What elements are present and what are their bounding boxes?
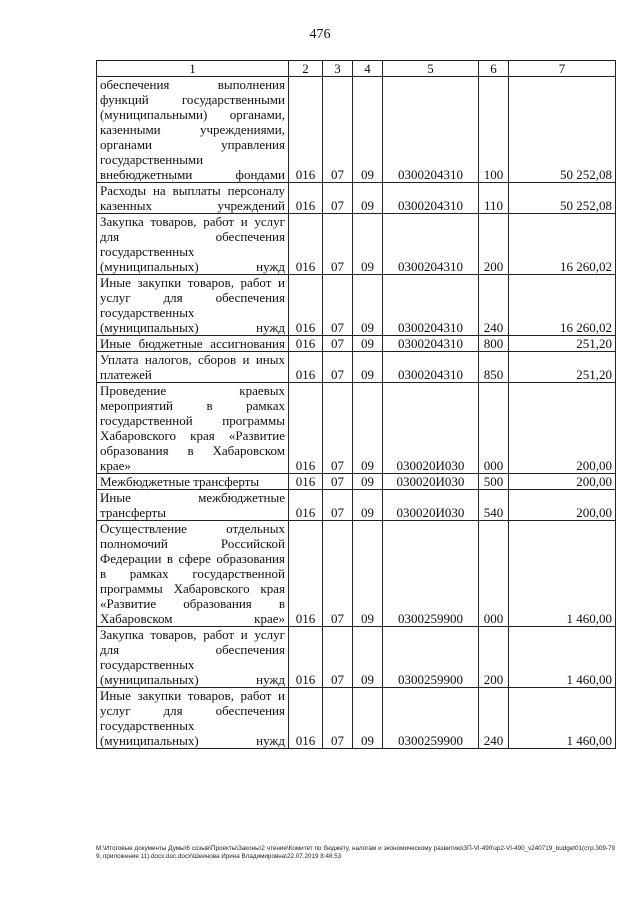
cell-amount: 1 460,00 xyxy=(509,627,616,688)
cell-subsection: 09 xyxy=(353,474,383,490)
cell-ministry-code: 016 xyxy=(289,214,323,275)
cell-amount: 200,00 xyxy=(509,474,616,490)
cell-ministry-code: 016 xyxy=(289,336,323,352)
cell-amount: 1 460,00 xyxy=(509,688,616,749)
cell-expense-type: 540 xyxy=(479,490,509,521)
cell-subsection: 09 xyxy=(353,352,383,383)
cell-section: 07 xyxy=(323,77,353,183)
cell-expense-type: 800 xyxy=(479,336,509,352)
cell-description: Иные межбюджетные трансферты xyxy=(97,490,289,521)
cell-ministry-code: 016 xyxy=(289,521,323,627)
cell-ministry-code: 016 xyxy=(289,183,323,214)
cell-subsection: 09 xyxy=(353,183,383,214)
column-header: 6 xyxy=(479,61,509,77)
table-header-row xyxy=(97,61,616,77)
cell-subsection: 09 xyxy=(353,77,383,183)
cell-subsection: 09 xyxy=(353,688,383,749)
cell-target-article: 0300204310 xyxy=(383,336,479,352)
table-row xyxy=(97,627,616,688)
cell-amount: 50 252,08 xyxy=(509,183,616,214)
table-row xyxy=(97,275,616,336)
cell-description: Межбюджетные трансферты xyxy=(97,474,289,490)
cell-expense-type: 500 xyxy=(479,474,509,490)
cell-section: 07 xyxy=(323,688,353,749)
cell-amount: 200,00 xyxy=(509,383,616,474)
column-header: 7 xyxy=(509,61,616,77)
cell-ministry-code: 016 xyxy=(289,490,323,521)
cell-amount: 50 252,08 xyxy=(509,77,616,183)
cell-ministry-code: 016 xyxy=(289,627,323,688)
cell-description: Уплата налогов, сборов и иных платежей xyxy=(97,352,289,383)
cell-target-article: 0300204310 xyxy=(383,183,479,214)
cell-ministry-code: 016 xyxy=(289,275,323,336)
cell-amount: 16 260,02 xyxy=(509,275,616,336)
cell-expense-type: 850 xyxy=(479,352,509,383)
cell-section: 07 xyxy=(323,521,353,627)
cell-target-article: 0300204310 xyxy=(383,77,479,183)
cell-description: Закупка товаров, работ и услуг для обеспечения государственных (муниципальных) нужд xyxy=(97,214,289,275)
cell-target-article: 030020И030 xyxy=(383,383,479,474)
cell-amount: 200,00 xyxy=(509,490,616,521)
table-row xyxy=(97,383,616,474)
cell-subsection: 09 xyxy=(353,627,383,688)
cell-ministry-code: 016 xyxy=(289,383,323,474)
cell-target-article: 0300259900 xyxy=(383,521,479,627)
cell-target-article: 0300259900 xyxy=(383,627,479,688)
cell-description: Проведение краевых мероприятий в рамках государственной программы Хабаровского края «Развитие образования в Хабаровском крае» xyxy=(97,383,289,474)
cell-target-article: 0300204310 xyxy=(383,352,479,383)
cell-amount: 251,20 xyxy=(509,336,616,352)
cell-subsection: 09 xyxy=(353,336,383,352)
cell-expense-type: 200 xyxy=(479,214,509,275)
column-header: 3 xyxy=(323,61,353,77)
cell-expense-type: 110 xyxy=(479,183,509,214)
cell-ministry-code: 016 xyxy=(289,77,323,183)
column-header: 4 xyxy=(353,61,383,77)
cell-ministry-code: 016 xyxy=(289,474,323,490)
cell-expense-type: 000 xyxy=(479,383,509,474)
cell-subsection: 09 xyxy=(353,214,383,275)
cell-amount: 251,20 xyxy=(509,352,616,383)
table-row xyxy=(97,474,616,490)
table-body xyxy=(97,77,616,749)
cell-ministry-code: 016 xyxy=(289,688,323,749)
cell-expense-type: 100 xyxy=(479,77,509,183)
cell-expense-type: 240 xyxy=(479,688,509,749)
table-row xyxy=(97,183,616,214)
cell-target-article: 0300259900 xyxy=(383,688,479,749)
cell-section: 07 xyxy=(323,214,353,275)
cell-description: обеспечения выполнения функций государственными (муниципальными) органами, казенными учреждениями, органами управления государственными внебюджетными фондами xyxy=(97,77,289,183)
cell-ministry-code: 016 xyxy=(289,352,323,383)
cell-section: 07 xyxy=(323,383,353,474)
table-row xyxy=(97,490,616,521)
cell-subsection: 09 xyxy=(353,490,383,521)
cell-section: 07 xyxy=(323,183,353,214)
column-header: 1 xyxy=(97,61,289,77)
cell-expense-type: 000 xyxy=(479,521,509,627)
cell-section: 07 xyxy=(323,352,353,383)
cell-description: Осуществление отдельных полномочий Российской Федерации в сфере образования в рамках государственной программы Хабаровского края «Развитие образования в Хабаровском крае» xyxy=(97,521,289,627)
table-row xyxy=(97,77,616,183)
table-row xyxy=(97,336,616,352)
cell-description: Иные закупки товаров, работ и услуг для обеспечения государственных (муниципальных) нужд xyxy=(97,275,289,336)
cell-target-article: 030020И030 xyxy=(383,474,479,490)
cell-amount: 16 260,02 xyxy=(509,214,616,275)
column-header: 2 xyxy=(289,61,323,77)
cell-expense-type: 200 xyxy=(479,627,509,688)
cell-subsection: 09 xyxy=(353,383,383,474)
cell-section: 07 xyxy=(323,275,353,336)
cell-subsection: 09 xyxy=(353,521,383,627)
budget-table xyxy=(96,60,616,749)
cell-section: 07 xyxy=(323,490,353,521)
table-row xyxy=(97,352,616,383)
cell-target-article: 030020И030 xyxy=(383,490,479,521)
cell-subsection: 09 xyxy=(353,275,383,336)
column-header: 5 xyxy=(383,61,479,77)
table-row xyxy=(97,214,616,275)
cell-section: 07 xyxy=(323,627,353,688)
cell-target-article: 0300204310 xyxy=(383,214,479,275)
cell-section: 07 xyxy=(323,474,353,490)
table-row xyxy=(97,688,616,749)
cell-section: 07 xyxy=(323,336,353,352)
cell-expense-type: 240 xyxy=(479,275,509,336)
cell-description: Иные бюджетные ассигнования xyxy=(97,336,289,352)
cell-amount: 1 460,00 xyxy=(509,521,616,627)
file-path-footer: M:\Итоговые документы Думы\6 созыв\Проекты\Законы\2 чтение\Комитет по бюджету, налогам и экономическому развитию\ЗП-VI-490\зр2-VI-490_v240719_budget01(стр.309-799, приложение 11).docx.doc.docx\Шеинова Ирина Владимировна\22.07.2019 8:48:53 xyxy=(96,845,615,860)
cell-target-article: 0300204310 xyxy=(383,275,479,336)
cell-description: Иные закупки товаров, работ и услуг для обеспечения государственных (муниципальных) нужд xyxy=(97,688,289,749)
cell-description: Расходы на выплаты персоналу казенных учреждений xyxy=(97,183,289,214)
cell-description: Закупка товаров, работ и услуг для обеспечения государственных (муниципальных) нужд xyxy=(97,627,289,688)
page-number: 476 xyxy=(309,27,331,42)
table-row xyxy=(97,521,616,627)
